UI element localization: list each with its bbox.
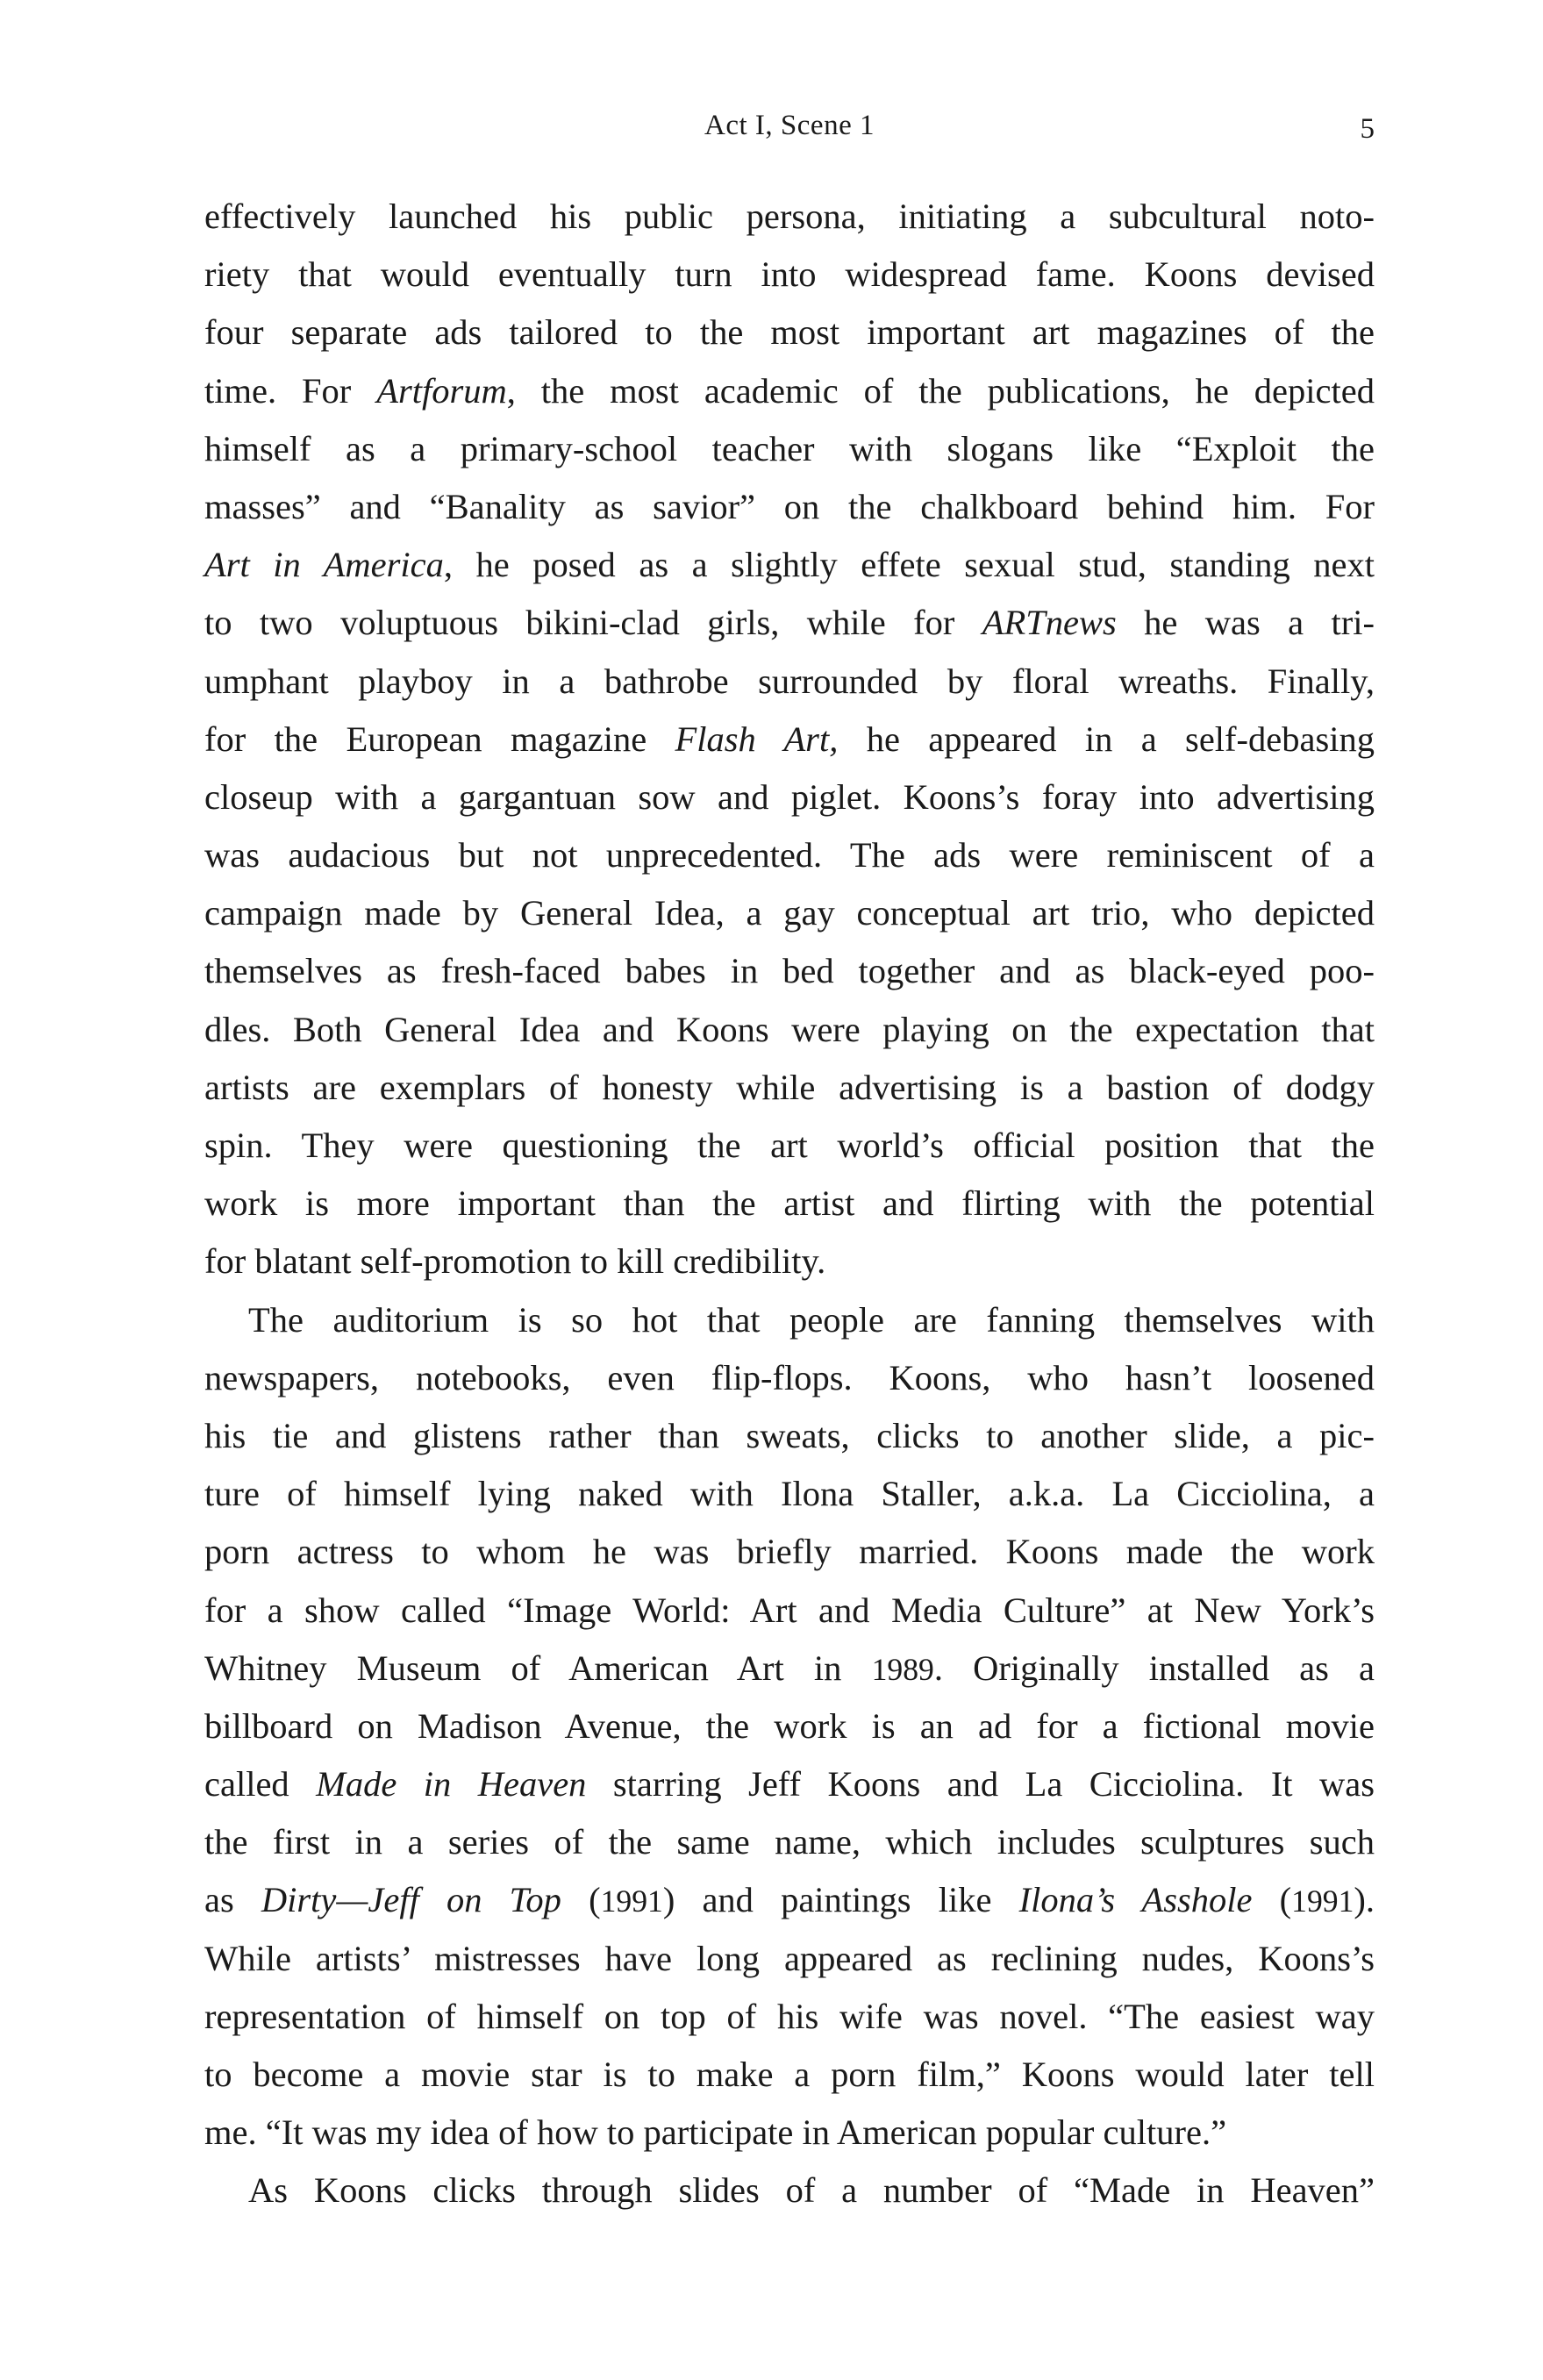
text-run: themselves as fresh-faced babes in bed together and as black-eyed poo- [204, 951, 1375, 991]
text-line [204, 1988, 1375, 2046]
text-run: porn actress to whom he was briefly married. Koons made the work [204, 1532, 1375, 1572]
italic-title: Made in Heaven [316, 1764, 587, 1805]
text-line [204, 1059, 1375, 1117]
text-run: spin. They were questioning the art world’s official position that the [204, 1126, 1375, 1165]
text-run: Whitney Museum of American Art in [204, 1647, 872, 1688]
text-line [204, 1697, 1375, 1755]
text-line [204, 536, 1375, 594]
text-line [204, 768, 1375, 826]
text-run: called [204, 1764, 317, 1805]
italic-title: Art in America [204, 545, 444, 585]
text-run: for the European magazine [204, 718, 675, 759]
text-run: he was a tri- [1116, 603, 1375, 643]
text-line [204, 1465, 1375, 1523]
text-line [204, 420, 1375, 478]
text-run: himself as a primary-school teacher with slogans like “Exploit the [204, 428, 1375, 468]
text-run: newspapers, notebooks, even flip-flops. Koons, who hasn’t loosened [204, 1357, 1375, 1397]
text-run: for blatant self-promotion to kill credibility. [204, 1241, 826, 1282]
text-run: four separate ads tailored to the most important art magazines of the [204, 312, 1375, 353]
year-number: 1991 [600, 1883, 663, 1919]
text-line [204, 826, 1375, 884]
text-line [204, 188, 1375, 246]
text-line [204, 1813, 1375, 1871]
text-line [204, 1523, 1375, 1581]
text-run: riety that would eventually turn into widespread fame. Koons devised [204, 254, 1375, 295]
text-run: dles. Both General Idea and Koons were playing on the expectation that [204, 1009, 1375, 1049]
text-line [204, 1001, 1375, 1059]
text-line [204, 2104, 1375, 2162]
text-line [204, 942, 1375, 1000]
text-line [204, 1291, 1375, 1349]
text-line [204, 1175, 1375, 1233]
year-number: 1991 [1291, 1883, 1354, 1919]
text-run: . Originally installed as a [933, 1647, 1375, 1688]
text-run: As Koons clicks through slides of a number of “Made in Heaven” [248, 2170, 1375, 2211]
text-run: ture of himself lying naked with Ilona Staller, a.k.a. La Cicciolina, a [204, 1474, 1375, 1514]
italic-title: Artforum [376, 370, 507, 411]
text-line [204, 1930, 1375, 1988]
text-line [204, 653, 1375, 711]
text-run: While artists’ mistresses have long appeared as reclining nudes, Koons’s [204, 1938, 1375, 1978]
text-line [204, 478, 1375, 536]
text-run: as [204, 1880, 261, 1920]
text-line [204, 1582, 1375, 1640]
text-run: representation of himself on top of his wife was novel. “The easiest way [204, 1996, 1375, 2036]
text-run: ). [1354, 1880, 1375, 1920]
text-line [204, 1407, 1375, 1465]
text-line [204, 2046, 1375, 2104]
text-line [204, 711, 1375, 768]
text-run: umphant playboy in a bathrobe surrounded by floral wreaths. Finally, [204, 661, 1375, 701]
text-run: was audacious but not unprecedented. The ads were reminiscent of a [204, 835, 1375, 876]
text-line [204, 1233, 1375, 1290]
text-run: work is more important than the artist and flirting with the potential [204, 1183, 1375, 1224]
text-run: me. “It was my idea of how to participate in American popular culture.” [204, 2112, 1227, 2153]
year-number: 1989 [871, 1651, 934, 1687]
running-head [204, 104, 1375, 147]
text-run: for a show called “Image World: Art and Media Culture” at New York’s [204, 1590, 1375, 1630]
body-text [204, 188, 1375, 2220]
text-run: , the most academic of the publications, he depicted [506, 370, 1375, 411]
text-run: his tie and glistens rather than sweats, clicks to another slide, a pic- [204, 1415, 1375, 1455]
text-run: the first in a series of the same name, which includes sculptures such [204, 1822, 1375, 1862]
text-run: artists are exemplars of honesty while advertising is a bastion of dodgy [204, 1067, 1375, 1107]
text-line [204, 362, 1375, 420]
text-run: campaign made by General Idea, a gay conceptual art trio, who depicted [204, 893, 1375, 933]
text-line [204, 1349, 1375, 1407]
text-run: , he posed as a slightly effete sexual stud, standing next [443, 545, 1375, 585]
text-line [204, 1755, 1375, 1813]
text-line [204, 1117, 1375, 1175]
text-run: The auditorium is so hot that people are fanning themselves with [248, 1299, 1375, 1340]
text-line [204, 1871, 1375, 1929]
text-run: effectively launched his public persona, initiating a subcultural noto- [204, 197, 1375, 236]
text-run: ( [561, 1880, 601, 1920]
text-line [204, 1640, 1375, 1697]
text-run: he appeared in a self-debasing [838, 718, 1375, 759]
text-run: ( [1252, 1880, 1292, 1920]
text-run: masses” and “Banality as savior” on the chalkboard behind him. For [204, 486, 1375, 526]
text-run: to two voluptuous bikini-clad girls, while for [204, 603, 982, 643]
text-run: closeup with a gargantuan sow and piglet. Koons’s foray into advertising [204, 776, 1375, 817]
italic-title: Ilona’s Asshole [1018, 1880, 1253, 1920]
text-run: starring Jeff Koons and La Cicciolina. It was [586, 1764, 1375, 1805]
text-run: billboard on Madison Avenue, the work is an ad for a fictional movie [204, 1705, 1375, 1746]
italic-title: ARTnews [982, 603, 1117, 643]
text-line [204, 304, 1375, 361]
italic-title: Dirty—Jeff on Top [261, 1880, 561, 1920]
text-line [204, 594, 1375, 652]
text-run: to become a movie star is to make a porn film,” Koons would later tell [204, 2055, 1375, 2094]
running-title: Act I, Scene 1 [704, 110, 875, 141]
text-line [204, 2162, 1375, 2219]
text-line [204, 246, 1375, 304]
text-run: time. For [204, 370, 377, 411]
text-run: ) and paintings like [662, 1880, 1019, 1920]
text-line [204, 884, 1375, 942]
italic-title: Flash Art, [675, 718, 839, 759]
page-number: 5 [1360, 113, 1375, 145]
